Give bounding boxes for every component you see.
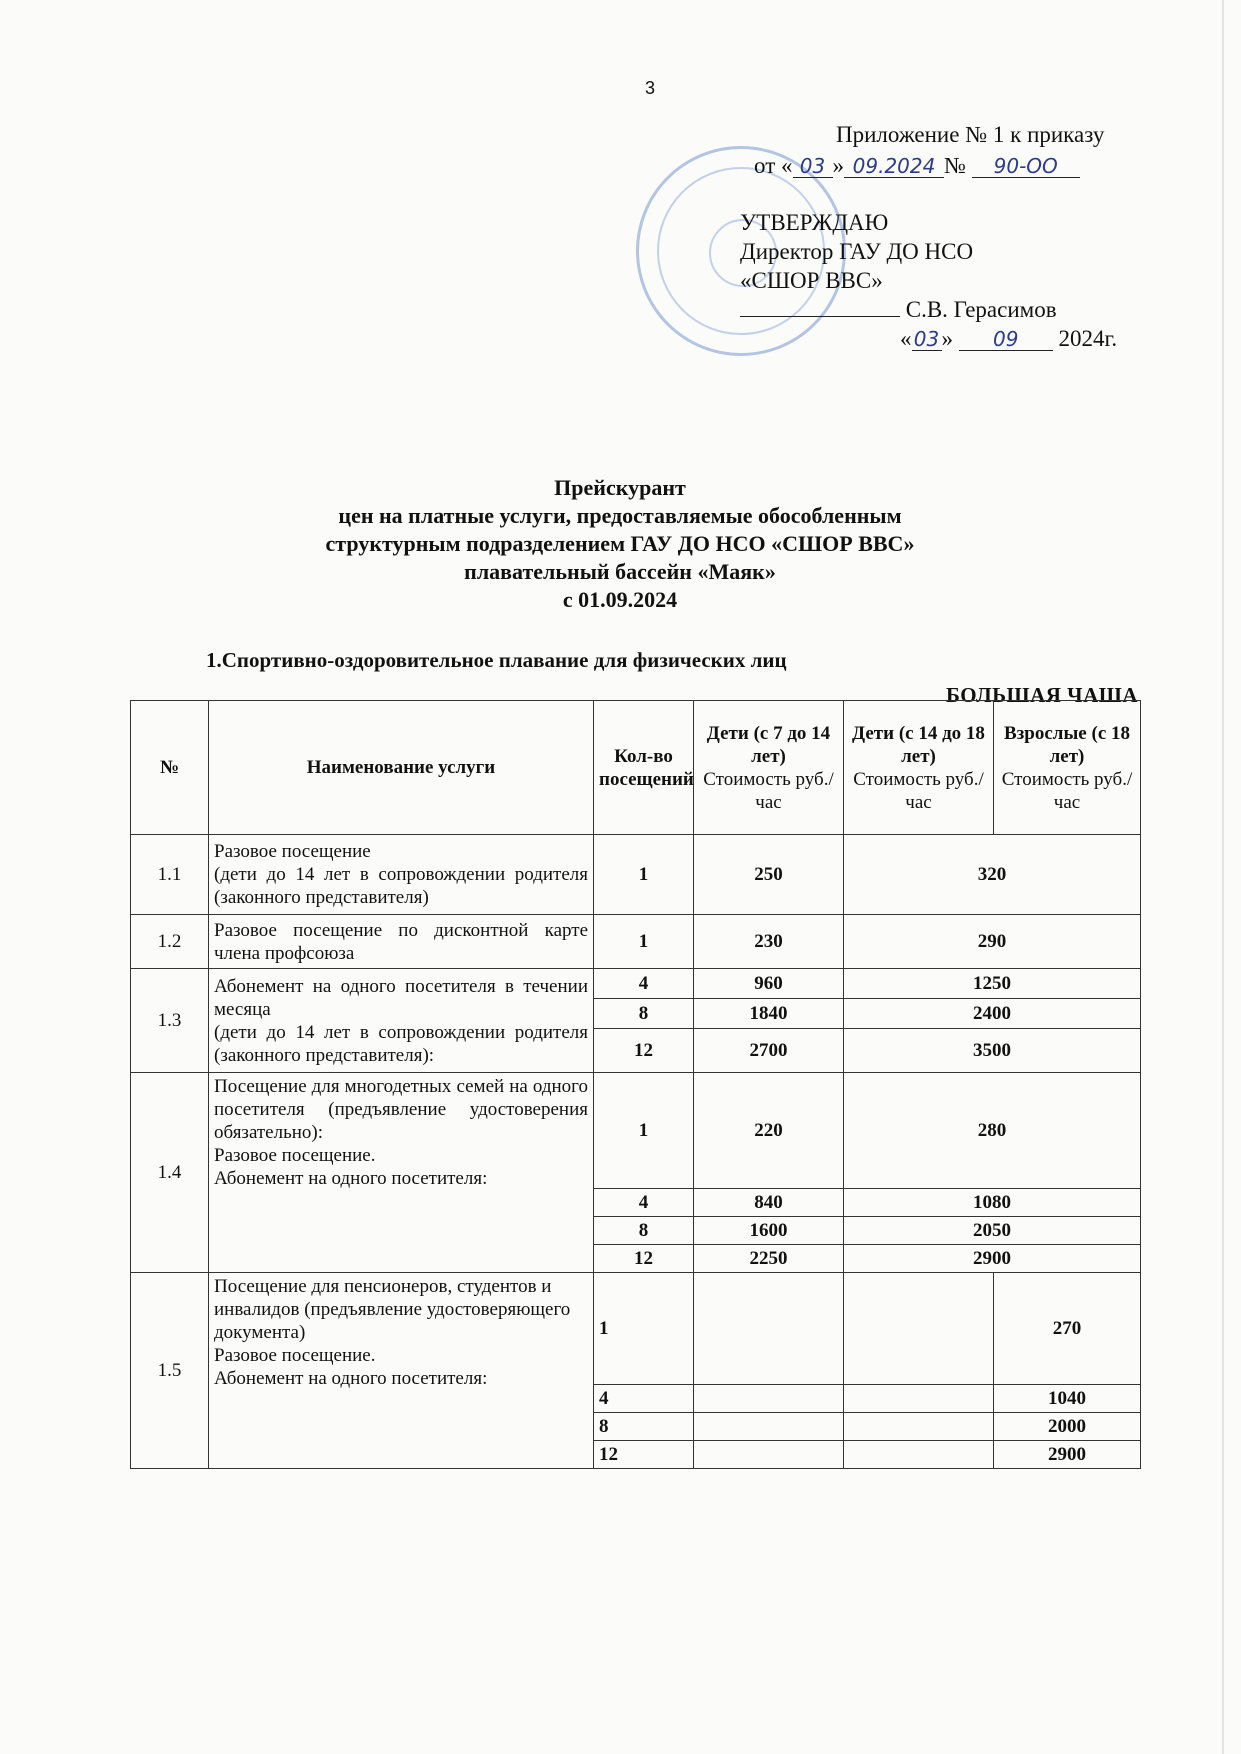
order-line: от « 03 » 09.2024 № 90-ОО xyxy=(754,151,1080,180)
approval-date: « 03» 09 2024г. xyxy=(900,326,1118,351)
col-kids-7-14: Дети (с 7 до 14 лет) Стоимость руб./час xyxy=(694,701,844,835)
table-row: 4 1040 xyxy=(131,1385,1141,1413)
order-number: 90-ОО xyxy=(972,155,1080,178)
director-title: Директор ГАУ ДО НСО xyxy=(740,239,974,264)
approve-label: УТВЕРЖДАЮ xyxy=(740,210,889,235)
table-row: 12 2700 3500 xyxy=(131,1029,1141,1073)
pool-label: БОЛЬШАЯ ЧАША xyxy=(945,683,1138,707)
table-row: 1.3 Абонемент на одного посетителя в течении месяца (дети до 14 лет в сопровождении родителя (законного представителя): 4 960 1250 xyxy=(131,969,1141,999)
organization-name: «СШОР ВВС» xyxy=(740,268,883,293)
table-row: 12 2250 2900 xyxy=(131,1245,1141,1273)
table-row: 1.5 Посещение для пенсионеров, студентов и инвалидов (предъявление удостоверяющего документа) Разовое посещение. Абонемент на одного посетителя: 1 270 xyxy=(131,1273,1141,1385)
table-row: 4 840 1080 xyxy=(131,1189,1141,1217)
section-title: 1.Спортивно-оздоровительное плавание для физических лиц xyxy=(206,648,787,672)
document-title: Прейскурант цен на платные услуги, предоставляемые обособленным структурным подразделением ГАУ ДО НСО «СШОР ВВС» плавательный бассейн «Маяк» с 01.09.2024 xyxy=(325,475,915,612)
col-name: Наименование услуги xyxy=(209,701,594,835)
page-edge xyxy=(1222,0,1224,1754)
signature-field xyxy=(740,316,900,317)
table-row: 1.2 Разовое посещение по дисконтной карте члена профсоюза 1 230 290 xyxy=(131,915,1141,969)
table-row: 1.4 Посещение для многодетных семей на одного посетителя (предъявление удостоверения обязательно): Разовое посещение. Абонемент на одного посетителя: 1 220 280 xyxy=(131,1073,1141,1189)
table-row: 8 2000 xyxy=(131,1413,1141,1441)
signature-line: С.В. Герасимов xyxy=(740,295,1057,324)
appendix-note: Приложение № 1 к приказу xyxy=(836,122,1105,147)
order-month: 09.2024 xyxy=(844,155,944,178)
col-num: № xyxy=(131,701,209,835)
table-header xyxy=(131,701,1141,835)
page-number: 3 xyxy=(645,78,656,98)
table-row: 8 1840 2400 xyxy=(131,999,1141,1029)
table-row: 12 2900 xyxy=(131,1441,1141,1469)
col-kids-14-18: Дети (с 14 до 18 лет) Стоимость руб./час xyxy=(844,701,994,835)
col-visits: Кол-во посещений xyxy=(594,701,694,835)
table-row: 1.1 Разовое посещение (дети до 14 лет в сопровождении родителя (законного представителя) 1 250 320 xyxy=(131,835,1141,915)
price-table xyxy=(130,700,1141,1469)
table-row: 8 1600 2050 xyxy=(131,1217,1141,1245)
order-day: 03 xyxy=(793,155,833,178)
col-adults: Взрослые (с 18 лет) Стоимость руб./час xyxy=(994,701,1141,835)
